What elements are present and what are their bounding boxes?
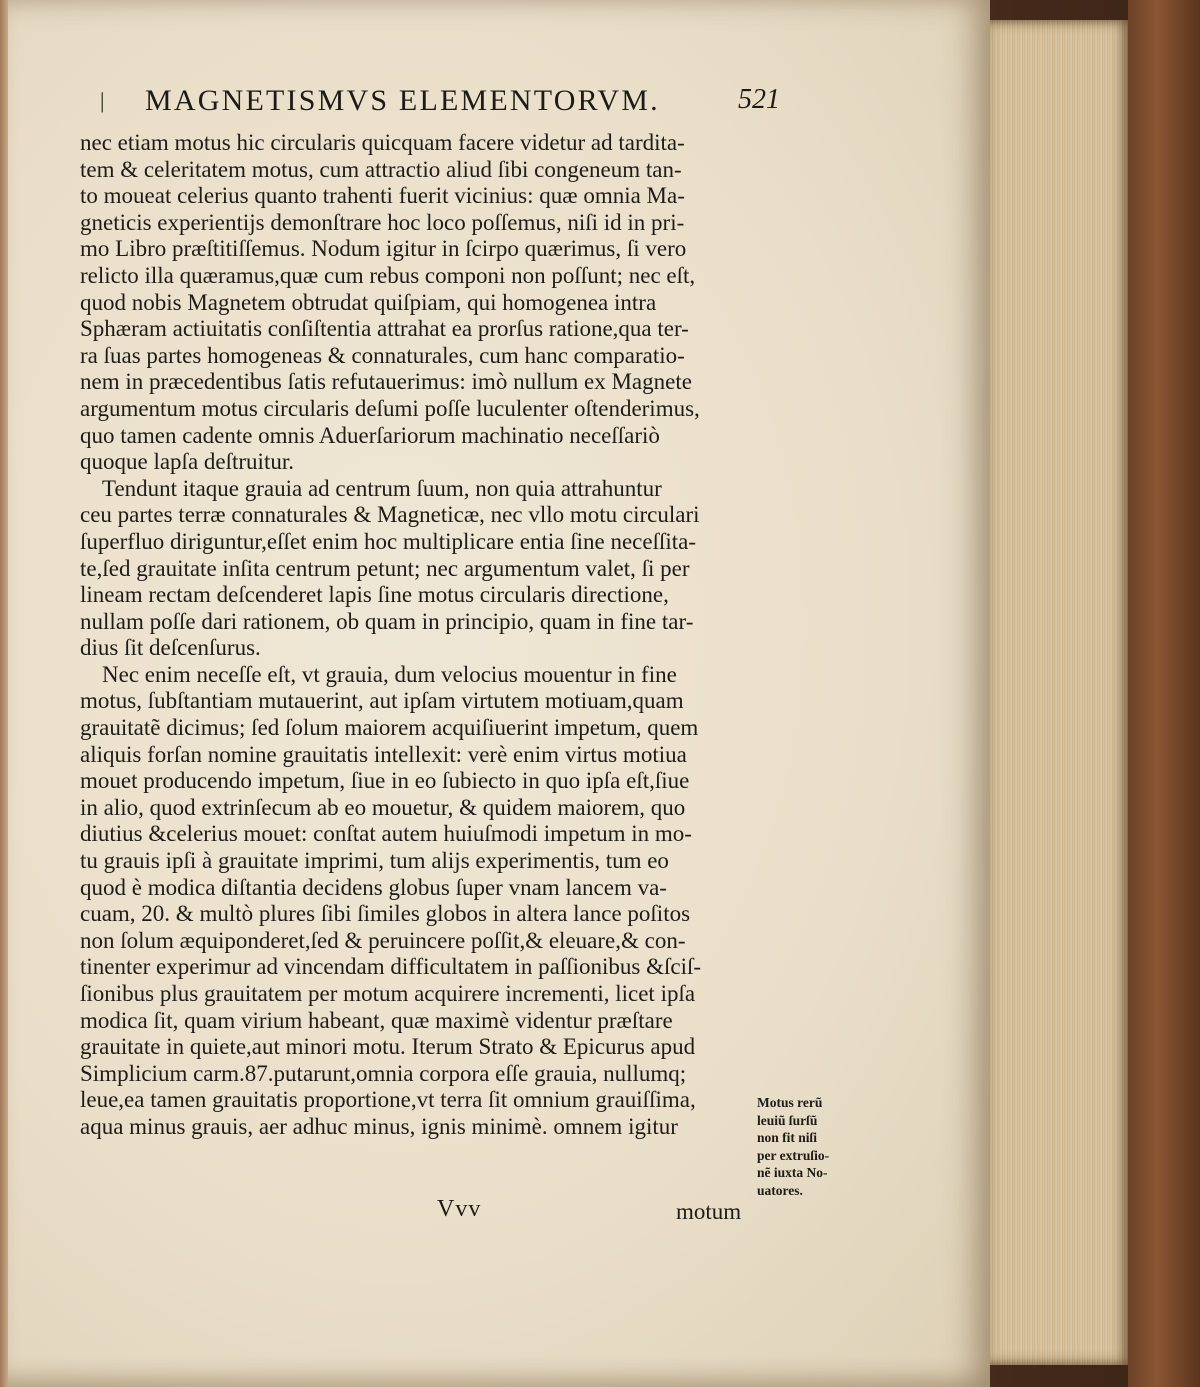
- text-line: Tendunt itaque grauia ad centrum ſuum, non quia attrahuntur: [102, 475, 662, 501]
- gutter-edge: [0, 0, 8, 1387]
- paragraph-3: [80, 662, 752, 1141]
- text-line: nec etiam motus hic circularis quicquam facere videtur ad tardita-: [80, 130, 685, 155]
- text-line: lineam rectam deſcenderet lapis ſine motus circularis directione,: [80, 582, 669, 608]
- text-line: tinenter experimur ad vincendam difficultatem in paſſionibus &ſciſ-: [80, 954, 702, 980]
- text-line: tu grauis ipſi à grauitate imprimi, tum alijs experimentis, tum eo: [80, 848, 669, 874]
- text-line: Sphæram actiuitatis conſiſtentia attrahat ea prorſus ratione,qua ter-: [80, 316, 689, 342]
- text-line: quod nobis Magnetem obtrudat quiſpiam, qui homogenea intra: [80, 289, 657, 315]
- margin-note: [757, 1094, 867, 1199]
- page-edges: [978, 20, 1128, 1365]
- text-line: quo tamen cadente omnis Aduerſariorum machinatio neceſſariò: [80, 422, 660, 448]
- text-line: cuam, 20. & multò plures ſibi ſimiles globos in altera lance poſitos: [80, 901, 691, 927]
- text-line: Nec enim neceſſe eſt, vt grauia, dum velocius mouentur in fine: [102, 661, 677, 687]
- page-number: 521: [738, 84, 780, 115]
- text-line: diutius &celerius mouet: conſtat autem huiuſmodi impetum in mo-: [80, 821, 692, 847]
- margin-note-line: Motus rerũ: [757, 1095, 823, 1110]
- catchword: motum: [676, 1199, 742, 1224]
- paragraph-1: [80, 130, 752, 476]
- paragraph-2: [80, 476, 752, 662]
- text-line: argumentum motus circularis deſumi poſſe luculenter oſtenderimus,: [80, 395, 700, 421]
- text-line: quod è modica diſtantia decidens globus ſuper vnam lancem va-: [80, 874, 667, 900]
- signature-mark: Vvv: [437, 1196, 482, 1222]
- text-line: gneticis experientijs demonſtrare hoc loco poſſemus, niſi id in pri-: [80, 209, 685, 235]
- text-line: dius ſit deſcenſurus.: [80, 635, 261, 661]
- margin-note-line: leuiũ ſurſũ: [757, 1112, 818, 1128]
- text-line: quoque lapſa deſtruitur.: [80, 449, 294, 475]
- text-line: ra ſuas partes homogeneas & connaturales, cum hanc comparatio-: [80, 342, 685, 368]
- margin-note-line: per extruſio-: [757, 1147, 830, 1163]
- text-line: aqua minus grauis, aer adhuc minus, ignis minimè. omnem igitur: [80, 1113, 678, 1139]
- text-line: Simplicium carm.87.putarunt,omnia corpora eſſe grauia, nullumq;: [80, 1060, 687, 1086]
- text-line: relicto illa quæramus,quæ cum rebus componi non poſſunt; nec eſt,: [80, 262, 696, 288]
- text-line: to moueat celerius quanto trahenti fuerit vicinius: quæ omnia Ma-: [80, 183, 685, 209]
- text-line: non ſolum æquiponderet,ſed & peruincere poſſit,& eleuare,& con-: [80, 927, 686, 953]
- text-line: ſuperfluo diriguntur,eſſet enim hoc multiplicare entia ſine neceſſita-: [80, 528, 697, 554]
- text-line: nem in præcedentibus ſatis refutauerimus: imò nullum ex Magnete: [80, 369, 692, 395]
- text-line: mouet producendo impetum, ſiue in eo ſubiecto in quo ipſa eſt,ſiue: [80, 768, 690, 794]
- text-line: ſionibus plus grauitatem per motum acquirere incrementi, licet ipſa: [80, 981, 696, 1006]
- text-line: aliquis forſan nomine grauitatis intellexit: verè enim virtus motiua: [80, 741, 687, 767]
- text-line: in alio, quod extrinſecum ab eo mouetur, & quidem maiorem, quo: [80, 794, 686, 820]
- text-line: grauitate in quiete,aut minori motu. Iterum Strato & Epicurus apud: [80, 1034, 696, 1060]
- text-line: nullam poſſe dari rationem, ob quam in principio, quam in fine tar-: [80, 608, 694, 634]
- text-line: ceu partes terræ connaturales & Magneticæ, nec vllo motu circulari: [80, 502, 700, 528]
- text-line: grauitatẽ dicimus; ſed ſolum maiorem acquiſiuerint impetum, quem: [80, 715, 699, 741]
- text-line: leue,ea tamen grauitatis proportione,vt terra ſit omnium grauiſſima,: [80, 1087, 696, 1113]
- body-text: [80, 130, 752, 1141]
- margin-note-line: uatores.: [757, 1182, 803, 1198]
- running-title: MAGNETISMVS ELEMENTORVM.: [145, 84, 660, 117]
- header-mark: |: [100, 88, 105, 113]
- text-line: motus, ſubſtantiam mutauerint, aut ipſam virtutem motiuam,quam: [80, 688, 684, 714]
- margin-note-line: nẽ iuxta No-: [757, 1165, 828, 1180]
- text-line: modica ſit, quam virium habeant, quæ maximè videntur præſtare: [80, 1007, 673, 1033]
- text-line: tem & celeritatem motus, cum attractio aliud ſibi congeneum tan-: [80, 156, 682, 182]
- margin-note-line: non fit niſi: [757, 1130, 818, 1145]
- text-line: te,ſed grauitate inſita centrum petunt; nec argumentum valet, ſi per: [80, 555, 690, 581]
- book-cover: [1128, 0, 1200, 1387]
- page-header: [100, 84, 780, 128]
- text-line: mo Libro præſtitiſſemus. Nodum igitur in ſcirpo quærimus, ſi vero: [80, 236, 687, 262]
